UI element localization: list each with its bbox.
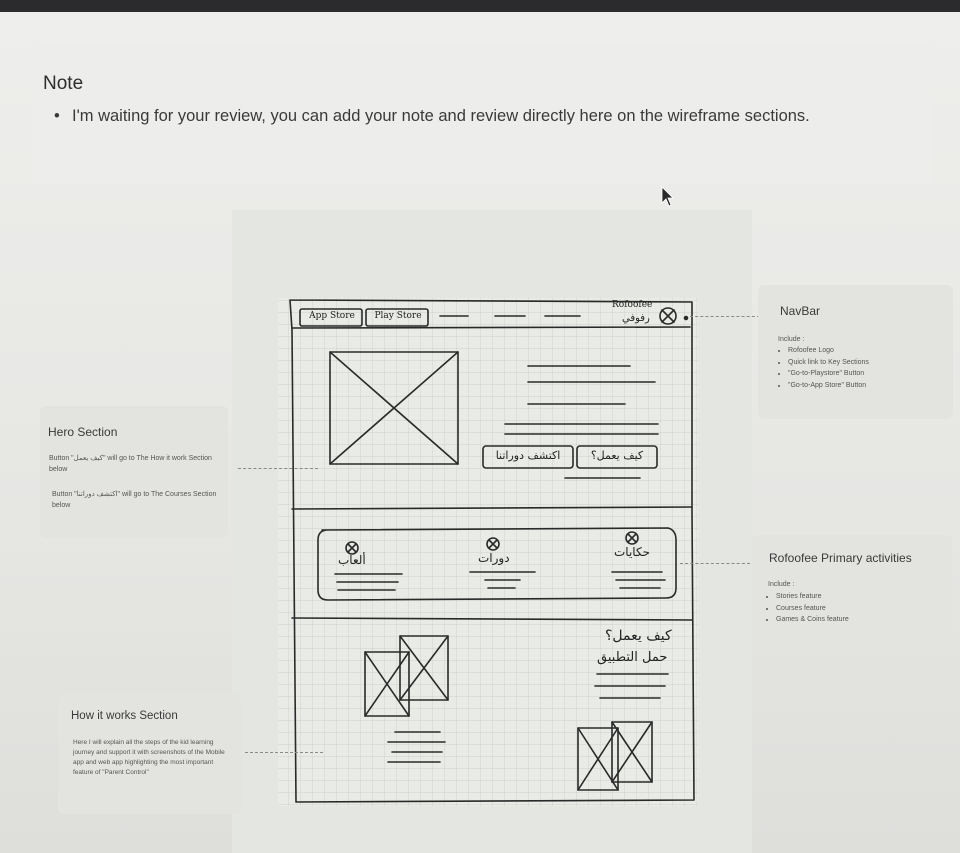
how-title-line1: كيف يعمل؟ — [605, 628, 672, 644]
list-item: • Rofoofee Logo — [788, 345, 960, 357]
navbar-annotation[interactable] — [758, 285, 953, 419]
navbar-include-list — [768, 345, 960, 391]
list-item: • Games & Coins feature — [776, 614, 956, 626]
how-annotation-text: Here I will explain all the steps of the kid learning journey and support it with screenshots of the Mobile app and web app highlighting the most important feature of "Parent Control" — [73, 739, 225, 776]
list-item: • "Go-to-App Store" Button — [788, 380, 960, 392]
primary-annotation-title: Rofoofee Primary activities — [769, 551, 912, 565]
hero-annotation-text2: Button "اكتشف دوراتنا" will go to The Courses Section below — [52, 491, 217, 509]
list-item: • Stories feature — [776, 591, 956, 603]
primary-activities-annotation[interactable] — [752, 535, 952, 649]
navbar-include-label: Include : — [778, 336, 805, 343]
activity-games-label: ألعاب — [338, 553, 366, 567]
how-it-works-annotation[interactable] — [58, 694, 241, 814]
primary-connector — [680, 563, 750, 564]
primary-include-label: Include : — [768, 581, 795, 588]
hero-annotation-title: Hero Section — [48, 425, 118, 439]
play-store-label: Play Store — [374, 311, 422, 321]
list-item: • Courses feature — [776, 603, 956, 615]
discover-courses-label: اكتشف دوراتنا — [495, 449, 561, 462]
logo-text-arabic: رفوفي — [622, 313, 650, 324]
activity-courses-label: دورات — [478, 551, 510, 565]
navbar-connector — [690, 316, 760, 317]
primary-include-list — [756, 591, 956, 626]
navbar-divider — [292, 327, 690, 328]
mouse-cursor-icon — [661, 186, 675, 208]
hero-annotation-text1: Button "كيف يعمل" will go to The How it work Section below — [49, 455, 212, 473]
note-title: Note — [43, 73, 84, 94]
note-text: I'm waiting for your review, you can add your note and review directly here on the wireframe sections. — [72, 107, 810, 125]
how-connector — [245, 752, 323, 753]
how-title-line2: حمل التطبيق — [597, 650, 668, 665]
list-item: • Quick link to Key Sections — [788, 357, 960, 369]
how-it-works-label: كيف يعمل؟ — [590, 449, 644, 462]
bullet-icon: • — [54, 107, 60, 125]
how-annotation-title: How it works Section — [71, 710, 178, 722]
navbar-annotation-title: NavBar — [780, 304, 821, 318]
logo-text-latin: Rofoofee — [612, 300, 653, 310]
app-store-label: App Store — [309, 311, 355, 321]
hero-annotation[interactable] — [40, 406, 228, 538]
activity-stories-label: حكايات — [614, 545, 650, 559]
hero-connector — [238, 468, 318, 469]
list-item: • "Go-to-Playstore" Button — [788, 368, 960, 380]
